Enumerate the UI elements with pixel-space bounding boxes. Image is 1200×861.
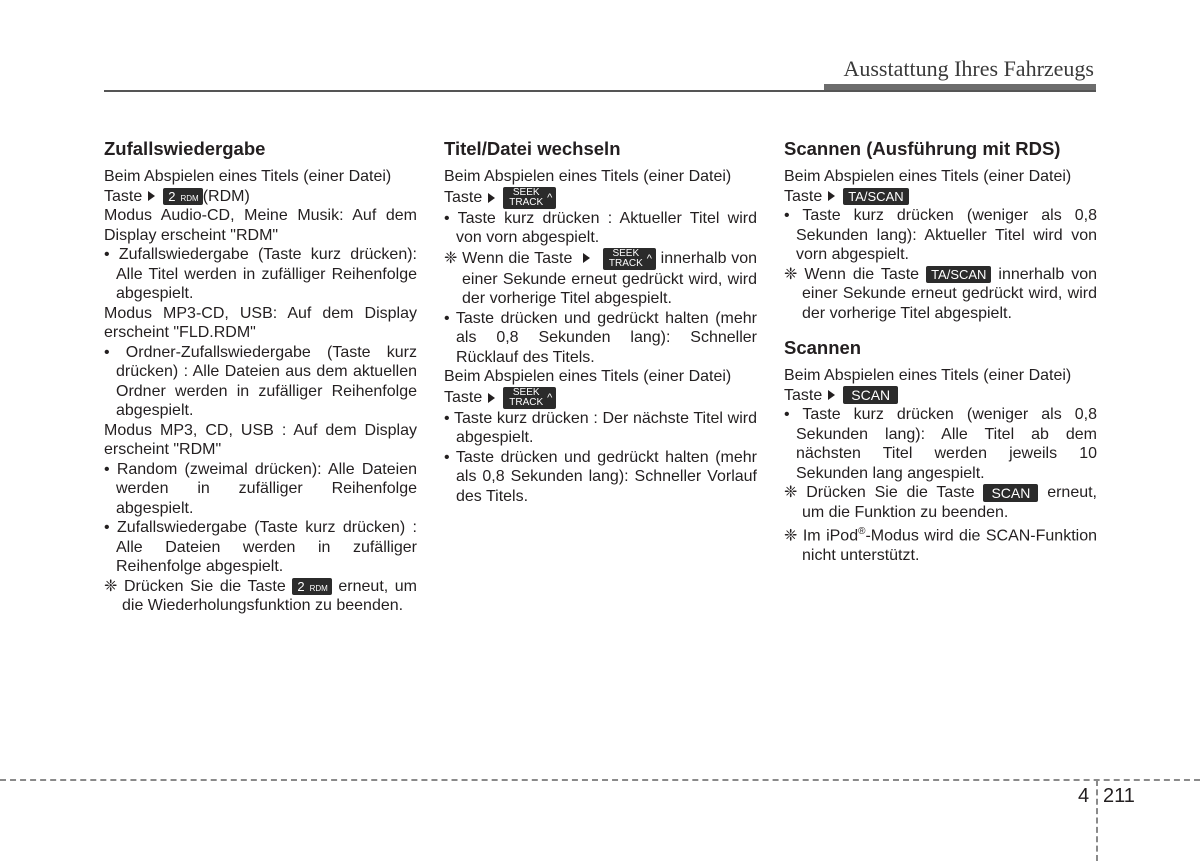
taste-line bbox=[784, 386, 1097, 406]
note-text-pre: ❈ Im iPod bbox=[784, 527, 859, 545]
chevron-up-icon: ^ bbox=[547, 191, 553, 204]
rdm-button-icon bbox=[292, 578, 331, 595]
page-header-title: Ausstattung Ihres Fahrzeugs bbox=[843, 56, 1094, 81]
arrow-right-icon bbox=[488, 393, 495, 403]
arrow-right-icon bbox=[583, 253, 590, 263]
mode-text: Modus MP3-CD, USB: Auf dem Display erscheint "FLD.RDM" bbox=[104, 304, 417, 341]
arrow-right-icon bbox=[828, 390, 835, 400]
intro-text: Beim Abspielen eines Titels (einer Datei) bbox=[444, 368, 732, 385]
section-title: Scannen (Ausführung mit RDS) bbox=[784, 138, 1061, 159]
seek-label: SEEK bbox=[512, 386, 540, 398]
note-item bbox=[104, 577, 417, 616]
taste-line bbox=[784, 187, 1097, 207]
footer-vertical-dashed-rule bbox=[1096, 780, 1098, 861]
chapter-number: 4 bbox=[1078, 785, 1090, 807]
chevron-up-icon: ^ bbox=[547, 391, 553, 404]
ta-scan-button-icon: TA/SCAN bbox=[926, 266, 991, 283]
note-text-post: erneut, um die Funktion zu beenden. bbox=[802, 484, 1097, 521]
page-number: 211 bbox=[1103, 785, 1135, 807]
arrow-right-icon bbox=[488, 193, 495, 203]
rdm-button-number: 2 bbox=[168, 188, 176, 204]
bullet-item: • Random (zweimal drücken): Alle Dateien werden in zufälliger Reihenfolge abgespielt. bbox=[104, 460, 417, 517]
bullet-item: • Taste kurz drücken : Aktueller Titel wird von vorn abgespielt. bbox=[444, 209, 757, 246]
chevron-up-icon: ^ bbox=[646, 252, 652, 265]
track-label: TRACK bbox=[509, 196, 544, 208]
taste-label: Taste bbox=[444, 188, 483, 206]
taste-label: Taste bbox=[784, 187, 823, 205]
taste-line bbox=[444, 187, 757, 209]
seek-track-up-button-icon bbox=[503, 187, 556, 209]
taste-line bbox=[444, 387, 757, 409]
section-title: Zufallswiedergabe bbox=[104, 138, 266, 159]
seek-track-up-button-icon bbox=[603, 248, 656, 270]
intro-text: Beim Abspielen eines Titels (einer Datei) bbox=[784, 367, 1072, 384]
seek-track-up-button-icon bbox=[503, 387, 556, 409]
note-text-pre: ❈ Wenn die Taste bbox=[444, 249, 573, 267]
taste-label: Taste bbox=[104, 187, 143, 205]
bullet-item: • Taste kurz drücken (weniger als 0,8 Sekunden lang): Alle Titel ab dem nächsten Titel werden jeweils 10 Sekunden lang angespielt. bbox=[784, 406, 1097, 482]
header-rule bbox=[104, 90, 1096, 92]
bullet-item: • Zufallswiedergabe (Taste kurz drücken) : Alle Dateien werden in zufälliger Reihenfolge abgespielt. bbox=[104, 519, 417, 575]
intro-text: Beim Abspielen eines Titels (einer Datei) bbox=[444, 168, 732, 185]
note-text-post: innerhalb von einer Sekunde erneut gedrückt wird, wird der vorherige Titel abgespielt. bbox=[802, 265, 1098, 322]
track-label: TRACK bbox=[509, 396, 544, 408]
section-title: Titel/Datei wechseln bbox=[444, 138, 621, 159]
taste-line bbox=[104, 187, 417, 207]
scan-button-icon: SCAN bbox=[843, 386, 898, 404]
arrow-right-icon bbox=[148, 191, 155, 201]
note-item bbox=[444, 248, 757, 309]
seek-label: SEEK bbox=[512, 186, 540, 198]
footer-dashed-rule bbox=[0, 779, 1200, 781]
rdm-button-label: RDM bbox=[180, 193, 199, 203]
note-item bbox=[784, 265, 1097, 324]
note-text-pre: ❈ Drücken Sie die Taste bbox=[104, 577, 286, 595]
column-scannen bbox=[784, 138, 1097, 565]
section-title: Scannen bbox=[784, 337, 862, 358]
rdm-button-label: RDM bbox=[309, 583, 328, 593]
ta-scan-button-icon: TA/SCAN bbox=[843, 188, 908, 205]
bullet-item: • Taste drücken und gedrückt halten (mehr als 0,8 Sekunden lang): Schneller Vorlauf des Titels. bbox=[444, 448, 757, 505]
taste-suffix: (RDM) bbox=[202, 187, 250, 205]
scan-button-icon: SCAN bbox=[983, 484, 1038, 502]
bullet-item: • Zufallswiedergabe (Taste kurz drücken): Alle Titel werden in zufälliger Reihenfolge abgespielt. bbox=[104, 246, 417, 302]
note-text-post: -Modus wird die SCAN-Funktion nicht unterstützt. bbox=[802, 527, 1097, 564]
mode-text: Modus Audio-CD, Meine Musik: Auf dem Display erscheint "RDM" bbox=[104, 207, 417, 244]
intro-text: Beim Abspielen eines Titels (einer Datei) bbox=[784, 168, 1072, 185]
mode-text: Modus MP3, CD, USB : Auf dem Display erscheint "RDM" bbox=[104, 421, 417, 458]
note-text-post: innerhalb von einer Sekunde erneut gedrückt wird, wird der vorherige Titel abgespielt. bbox=[462, 249, 758, 307]
registered-mark: ® bbox=[858, 526, 866, 537]
note-item bbox=[784, 522, 1097, 565]
bullet-item: • Taste kurz drücken : Der nächste Titel wird abgespielt. bbox=[444, 409, 757, 446]
taste-label: Taste bbox=[444, 388, 483, 406]
bullet-item: • Taste kurz drücken (weniger als 0,8 Sekunden lang): Aktueller Titel wird von vorn abgespielt. bbox=[784, 207, 1097, 263]
bullet-item: • Ordner-Zufallswiedergabe (Taste kurz drücken) : Alle Dateien aus dem aktuellen Ordner werden in zufälliger Reihenfolge abgespielt. bbox=[104, 343, 417, 419]
taste-label: Taste bbox=[784, 386, 823, 404]
note-text-pre: ❈ Drücken Sie die Taste bbox=[784, 484, 975, 501]
note-item bbox=[784, 483, 1097, 522]
rdm-button-number: 2 bbox=[297, 578, 305, 594]
intro-text: Beim Abspielen eines Titels (einer Datei) bbox=[104, 168, 392, 185]
note-text-post: erneut, um die Wiederholungsfunktion zu beenden. bbox=[122, 577, 418, 614]
track-label: TRACK bbox=[608, 257, 643, 269]
seek-label: SEEK bbox=[612, 247, 640, 259]
arrow-right-icon bbox=[828, 191, 835, 201]
note-text-pre: ❈ Wenn die Taste bbox=[784, 265, 920, 283]
rdm-button-icon bbox=[163, 188, 202, 205]
bullet-item: • Taste drücken und gedrückt halten (mehr als 0,8 Sekunden lang): Schneller Rücklauf des Titels. bbox=[444, 309, 757, 366]
column-titel-wechseln bbox=[444, 138, 757, 506]
column-zufallswiedergabe bbox=[104, 138, 417, 616]
